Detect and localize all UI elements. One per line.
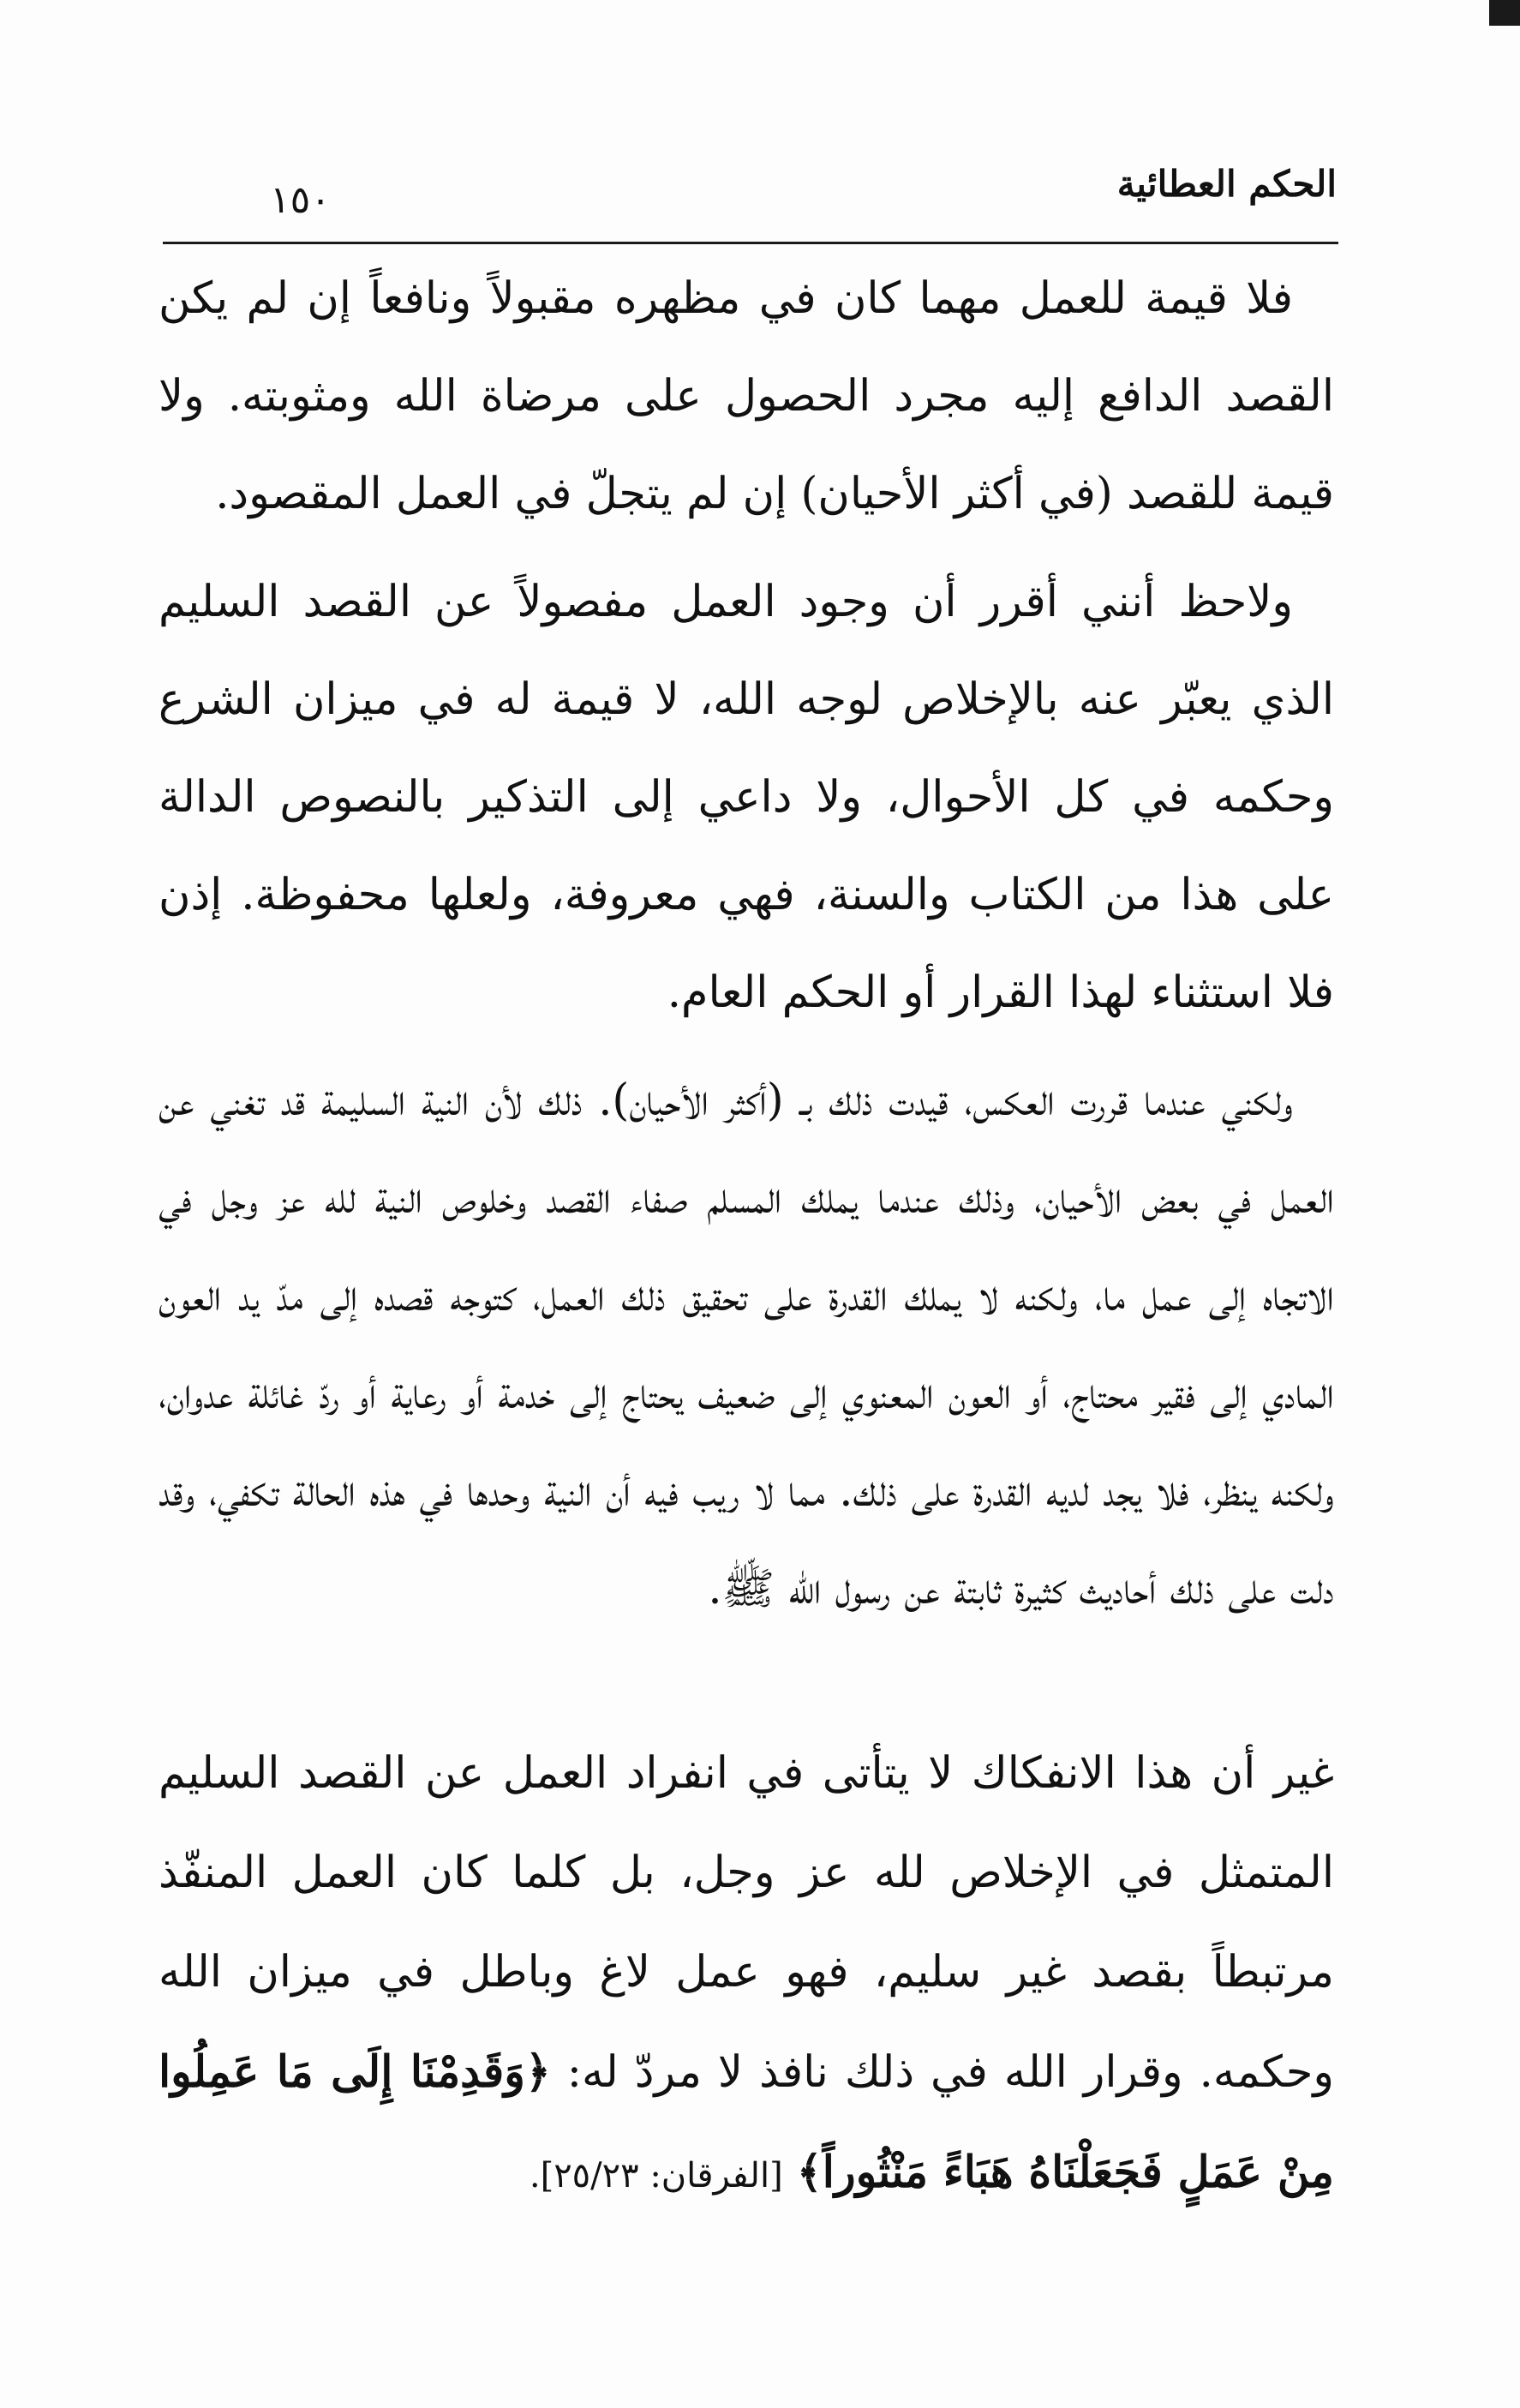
verse-citation: [الفرقان: ٢٥/٢٣]. xyxy=(529,2156,783,2195)
scan-corner-mark xyxy=(1489,0,1520,26)
page-header xyxy=(167,154,1337,240)
running-title: الحكم العطائية xyxy=(1116,163,1337,205)
header-rule xyxy=(163,242,1338,244)
paragraph-1: فلا قيمة للعمل مهما كان في مظهره مقبولاً ونافعاً إن لم يكن القصد الدافع إليه مجرد الحصول على مرضاة الله ومثوبته. ولا قيمة للقصد (في أكثر الأحيان) إن لم يتجلّ في العمل المقصود. xyxy=(159,273,1334,519)
paragraph-4 xyxy=(159,1724,1334,2225)
quran-verse: ﴿وَقَدِمْنَا إِلَى مَا عَمِلُوا مِنْ عَمَلٍ فَجَعَلْنَاهُ هَبَاءً مَنْثُوراً﴾ xyxy=(159,2046,1334,2198)
paragraph-3: ولكني عندما قررت العكس، قيدت ذلك بـ (أكثر الأحيان). ذلك لأن النية السليمة قد تغني عن العمل في بعض الأحيان، وذلك عندما يملك المسلم صفاء القصد وخلوص النية لله عز وجل في الاتجاه إلى عمل ما، ولكنه لا يملك القدرة على تحقيق ذلك العمل، كتوجه قصده إلى مدّ يد العون المادي إلى فقير محتاج، أو العون المعنوي إلى ضعيف يحتاج إلى خدمة أو رعاية أو ردّ غائلة عدوان، ولكنه ينظر، فلا يجد لديه القدرة على ذلك. مما لا ريب فيه أن النية وحدها في هذه الحالة تكفي، وقد دلت على ذلك أحاديث كثيرة ثابتة عن رسول الله ﷺ. xyxy=(159,1075,1334,1614)
page-number: ١٥٠ xyxy=(270,178,331,222)
body-text xyxy=(159,250,1334,1649)
paragraph-4-text: غير أن هذا الانفكاك لا يتأتى في انفراد العمل عن القصد السليم المتمثل في الإخلاص لله عز وجل، بل كلما كان العمل المنفّذ مرتبطاً بقصد غير سليم، فهو عمل لاغ وباطل في ميزان الله وحكمه. وقرار الله في ذلك نافذ لا مردّ له: xyxy=(159,1748,1335,2098)
paragraph-2: ولاحظ أنني أقرر أن وجود العمل مفصولاً عن القصد السليم الذي يعبّر عنه بالإخلاص لوجه الله، لا قيمة له في ميزان الشرع وحكمه في كل الأحوال، ولا داعي إلى التذكير بالنصوص الدالة على هذا من الكتاب والسنة، فهي معروفة، ولعلها محفوظة. إذن فلا استثناء لهذا القرار أو الحكم العام. xyxy=(159,577,1334,1018)
